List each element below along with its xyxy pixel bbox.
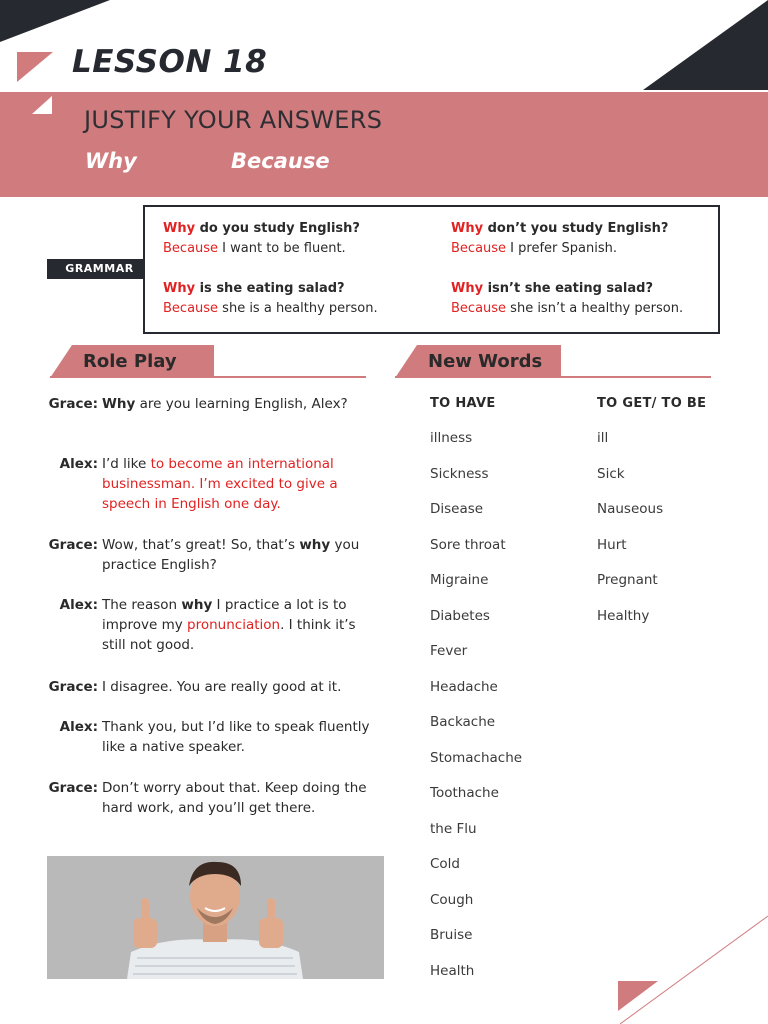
plain-text: Don’t worry about that. Keep doing the hard work, and you’ll get there. — [102, 780, 367, 816]
keyword-because: Because — [451, 301, 507, 316]
vocab-word: Cough — [430, 891, 474, 908]
speaker-name: Grace: — [48, 679, 98, 695]
keyword-why: Why — [102, 396, 136, 412]
keyword-why: why — [181, 597, 213, 613]
answer-text: she is a healthy person. — [218, 301, 378, 316]
dialogue-text — [102, 677, 372, 697]
question-text: isn’t she eating salad? — [483, 281, 653, 296]
column-header: TO GET/ TO BE — [597, 396, 707, 411]
plain-text: are you learning English, Alex? — [135, 396, 348, 412]
dialogue-text — [102, 778, 372, 818]
highlighted-text: to become an international businessman. I’m excited to give a speech in English one day. — [102, 456, 338, 512]
speaker-name: Alex: — [59, 597, 98, 613]
vocab-word: Sore throat — [430, 536, 506, 553]
vocab-word: Toothache — [430, 785, 499, 801]
section-title-new-words: New Words — [428, 351, 543, 372]
photo — [47, 856, 384, 979]
vocab-word: Fever — [430, 643, 468, 659]
keyword-why: why — [299, 537, 331, 553]
dialogue-text — [102, 595, 372, 655]
vocab-word: Backache — [430, 714, 496, 730]
keyword-because: Because — [451, 241, 507, 256]
grammar-badge: GRAMMAR — [47, 259, 152, 279]
speaker-name: Grace: — [48, 537, 98, 553]
plain-text: I’d like — [102, 456, 151, 472]
dialogue-text — [102, 535, 372, 575]
section-title-role-play: Role Play — [83, 351, 177, 372]
vocab-word: Nauseous — [597, 501, 664, 517]
page-title: JUSTIFY YOUR ANSWERS — [84, 106, 383, 134]
word-list-to-get — [597, 0, 747, 1024]
plain-text: I disagree. You are really good at it. — [102, 679, 342, 695]
corner-line-decoration — [620, 914, 768, 1024]
plain-text: . I think it’s still not good. — [102, 617, 356, 653]
plain-text: you practice English? — [102, 537, 360, 573]
question-text: do you study English? — [195, 221, 360, 236]
keyword-why: Why — [85, 149, 137, 173]
speaker-name: Alex: — [59, 719, 98, 735]
vocab-word: Hurt — [597, 536, 627, 553]
vocab-word: Migraine — [430, 572, 489, 588]
dialogue-text — [102, 394, 372, 414]
plain-text: Wow, that’s great! So, that’s — [102, 537, 300, 553]
vocab-word: Sick — [597, 465, 625, 482]
man-thumbs-up-image — [47, 856, 384, 979]
vocab-word: ill — [597, 430, 609, 446]
keyword-because: Because — [231, 149, 330, 173]
answer-text: she isn’t a healthy person. — [506, 301, 684, 316]
lesson-title: LESSON 18 — [72, 44, 268, 80]
keyword-why: Why — [163, 221, 196, 236]
keyword-why: Why — [451, 221, 484, 236]
plain-text: Thank you, but I’d like to speak fluently like a native speaker. — [102, 719, 370, 755]
speaker-name: Alex: — [59, 456, 98, 472]
keyword-why: Why — [451, 281, 484, 296]
word-list-to-have — [430, 0, 580, 1024]
plain-text: The reason — [102, 597, 182, 613]
dialogue-text — [102, 717, 372, 757]
answer-text: I want to be fluent. — [218, 241, 346, 256]
vocab-word: Headache — [430, 678, 498, 695]
speaker-name: Grace: — [48, 780, 98, 796]
vocab-word: Stomachache — [430, 749, 523, 766]
dialogue-text — [102, 454, 372, 514]
vocab-word: Pregnant — [597, 572, 658, 588]
question-text: is she eating salad? — [195, 281, 345, 296]
vocab-word: Health — [430, 962, 475, 979]
keyword-why: Why — [163, 281, 196, 296]
vocab-word: Healthy — [597, 607, 650, 624]
vocab-word: Cold — [430, 856, 461, 872]
vocab-word: Diabetes — [430, 607, 490, 624]
keyword-because: Because — [163, 301, 219, 316]
vocab-word: Disease — [430, 501, 484, 517]
question-text: don’t you study English? — [483, 221, 669, 236]
highlighted-text: pronunciation — [187, 617, 281, 633]
answer-text: I prefer Spanish. — [506, 241, 617, 256]
vocab-word: the Flu — [430, 820, 477, 837]
plain-text: I practice a lot is to improve my — [102, 597, 347, 633]
vocab-word: Sickness — [430, 465, 489, 482]
keyword-because: Because — [163, 241, 219, 256]
column-header: TO HAVE — [430, 396, 496, 411]
vocab-word: Bruise — [430, 927, 473, 943]
vocab-word: illness — [430, 430, 473, 446]
speaker-name: Grace: — [48, 396, 98, 412]
